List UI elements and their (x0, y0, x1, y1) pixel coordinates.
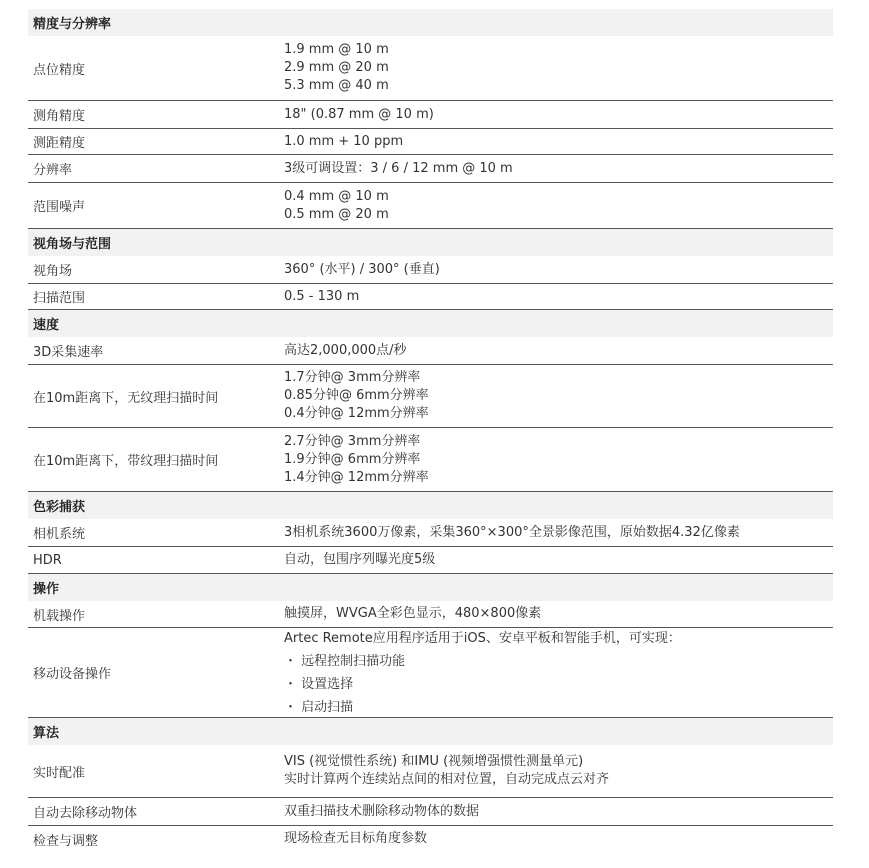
spec-value-line: 2.9 mm @ 20 m (284, 60, 389, 75)
spec-label: HDR (33, 552, 62, 568)
spec-value-line: 现场检查无目标角度参数 (284, 831, 428, 846)
spec-value-line: 3相机系统3600万像素，采集360°×300°全景影像范围，原始数据4.32亿像素 (284, 524, 740, 540)
spec-row (28, 36, 833, 101)
spec-label: 机载操作 (33, 608, 86, 624)
spec-value-line: 0.5 - 130 m (284, 288, 360, 304)
spec-value-line: 自动，包围序列曝光度5级 (284, 552, 436, 567)
spec-label: 自动去除移动物体 (33, 806, 138, 821)
section-header: 色彩捕获 (28, 492, 833, 519)
spec-value-line: 触摸屏，WVGA全彩色显示，480×800像素 (284, 606, 542, 621)
spec-value (284, 261, 833, 279)
spec-value-line: VIS (视觉惯性系统) 和IMU (视频增强惯性测量单元) (284, 754, 584, 769)
spec-row (28, 745, 833, 798)
spec-label: 范围噪声 (33, 200, 86, 215)
spec-label: 在10m距离下，无纹理扫描时间 (33, 390, 219, 406)
spec-row (28, 826, 833, 852)
spec-value (284, 106, 833, 124)
spec-value (284, 369, 833, 423)
spec-value-line: 0.4分钟@ 12mm分辨率 (284, 406, 429, 421)
spec-value-line: 双重扫描技术删除移动物体的数据 (284, 803, 480, 819)
spec-value (284, 188, 833, 224)
spec-value-line: 0.85分钟@ 6mm分辨率 (284, 388, 429, 403)
spec-row (28, 601, 833, 628)
spec-value (284, 551, 833, 569)
spec-row (28, 256, 833, 284)
spec-value-line: 0.5 mm @ 20 m (284, 206, 389, 222)
spec-value-line: ・ 启动扫描 (284, 699, 354, 715)
spec-value-line: 高达2,000,000点/秒 (284, 342, 407, 358)
spec-value (284, 605, 833, 623)
spec-value-line: 1.9分钟@ 6mm分辨率 (284, 451, 421, 467)
spec-value (284, 41, 833, 95)
spec-value-line: 3级可调设置：3 / 6 / 12 mm @ 10 m (284, 160, 513, 176)
spec-row (28, 129, 833, 155)
spec-value-line: 实时计算两个连续站点间的相对位置，自动完成点云对齐 (284, 772, 610, 787)
spec-row (28, 365, 833, 428)
section-header: 速度 (28, 310, 833, 337)
spec-label: 测距精度 (33, 136, 86, 151)
section-header: 精度与分辨率 (28, 9, 833, 36)
section-header: 操作 (28, 574, 833, 601)
spec-label: 检查与调整 (33, 833, 99, 849)
spec-row (28, 628, 833, 718)
spec-value-line: 5.3 mm @ 40 m (284, 78, 389, 93)
spec-row (28, 547, 833, 574)
spec-value-line: 1.0 mm + 10 ppm (284, 133, 404, 149)
spec-value-line: 1.9 mm @ 10 m (284, 42, 389, 57)
spec-label: 实时配准 (33, 765, 86, 781)
spec-label: 视角场 (33, 264, 73, 279)
spec-value-line: 2.7分钟@ 3mm分辨率 (284, 433, 421, 449)
spec-label: 分辨率 (33, 163, 73, 178)
spec-row (28, 428, 833, 492)
spec-value (284, 524, 833, 542)
spec-value-line: 1.7分钟@ 3mm分辨率 (284, 370, 421, 385)
spec-value-line: 0.4 mm @ 10 m (284, 188, 389, 204)
spec-value (284, 627, 833, 719)
spec-row (28, 798, 833, 826)
spec-value-line: 1.4分钟@ 12mm分辨率 (284, 469, 429, 485)
spec-value-line: Artec Remote应用程序适用于iOS、安卓平板和智能手机，可实现： (284, 630, 681, 646)
spec-row (28, 183, 833, 229)
spec-row (28, 101, 833, 129)
spec-value (284, 133, 833, 151)
spec-value (284, 753, 833, 789)
spec-label: 相机系统 (33, 527, 86, 542)
spec-label: 在10m距离下，带纹理扫描时间 (33, 454, 219, 469)
spec-label: 3D采集速率 (33, 345, 104, 360)
spec-row (28, 337, 833, 365)
spec-value (284, 160, 833, 178)
spec-value (284, 342, 833, 360)
section-header: 视角场与范围 (28, 229, 833, 256)
section-header: 算法 (28, 718, 833, 745)
spec-label: 点位精度 (33, 62, 86, 78)
spec-value-line: ・ 设置选择 (284, 676, 354, 692)
spec-row (28, 519, 833, 547)
spec-value-line: ・ 远程控制扫描功能 (284, 653, 406, 669)
spec-label: 测角精度 (33, 109, 86, 124)
spec-value-line: 360° (水平) / 300° (垂直) (284, 261, 440, 277)
spec-value (284, 433, 833, 487)
spec-row (28, 155, 833, 183)
spec-label: 扫描范围 (33, 291, 86, 306)
spec-table (28, 9, 833, 852)
spec-value (284, 288, 833, 306)
spec-row (28, 284, 833, 310)
spec-label: 移动设备操作 (33, 667, 112, 682)
spec-value (284, 830, 833, 848)
spec-value-line: 18" (0.87 mm @ 10 m) (284, 106, 434, 122)
spec-value (284, 803, 833, 821)
